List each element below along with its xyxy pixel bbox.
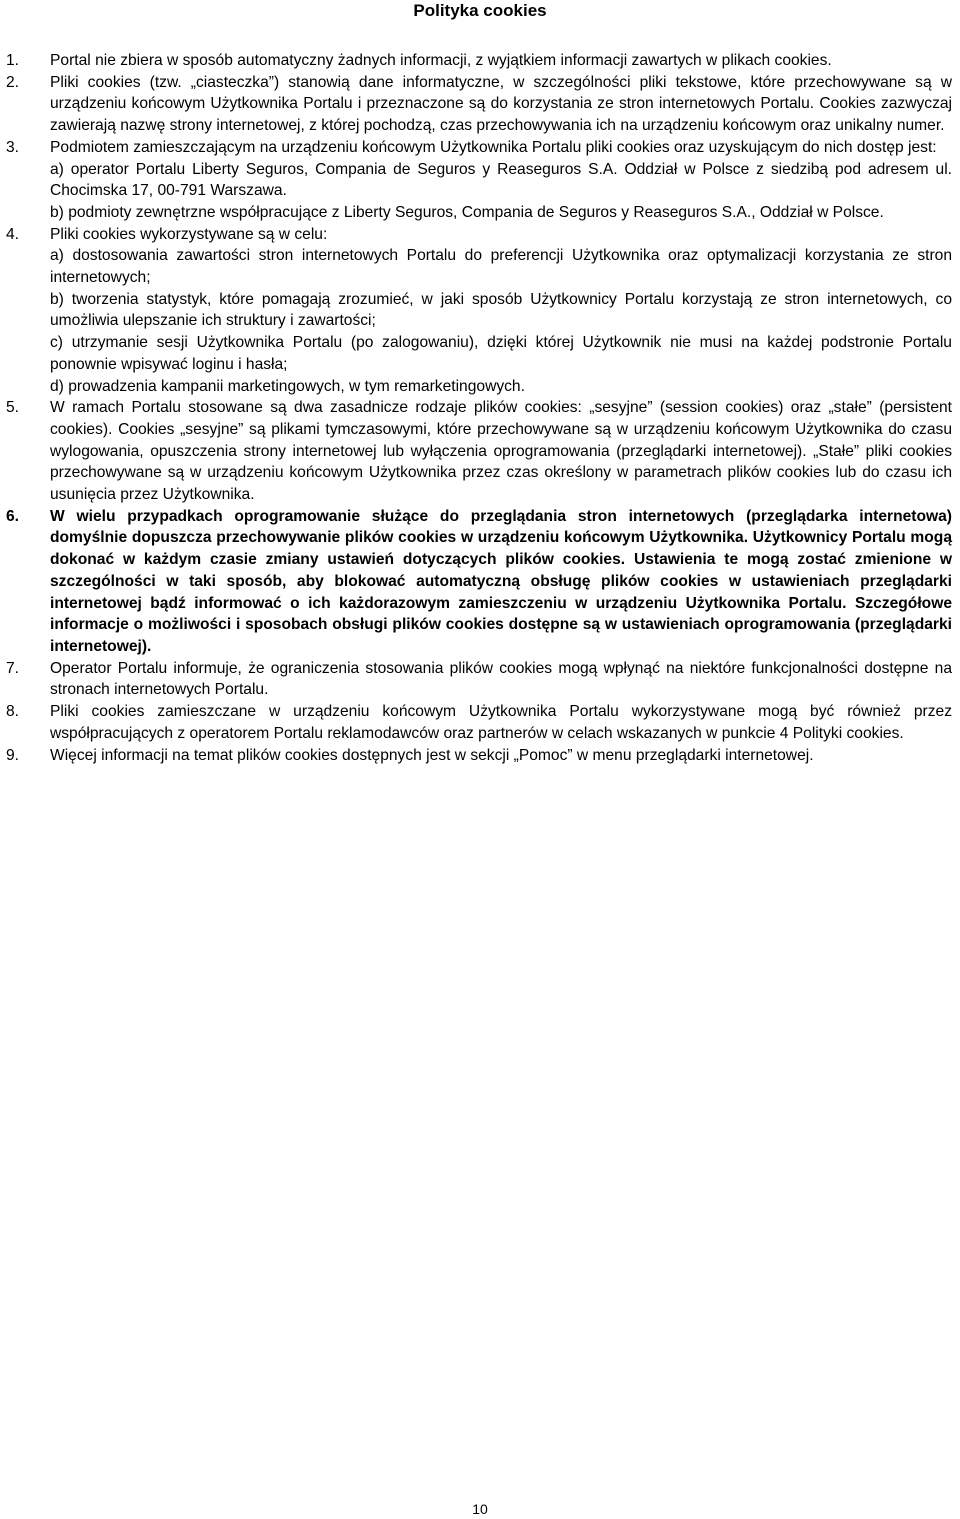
list-item-number: 4. <box>6 225 20 243</box>
list-item-paragraph: Pliki cookies wykorzystywane są w celu: <box>50 225 328 243</box>
list-item <box>0 397 960 506</box>
list-item-number: 7. <box>6 659 20 677</box>
list-item-paragraph: Pliki cookies zamieszczane w urządzeniu końcowym Użytkownika Portalu wykorzystywane mogą być również przez współpracujących z operatorem Portalu reklamodawców oraz partnerów w celach wskazanych w punkcie 4 Polityki cookies. <box>50 703 952 742</box>
list-item-paragraph: W wielu przypadkach oprogramowanie służące do przeglądania stron internetowych (przeglądarka internetowa) domyślnie dopuszcza przechowywanie plików cookies w urządzeniu końcowym Użytkownika. Użytkownicy Portalu mogą dokonać w każdym czasie zmiany ustawień dotyczących plików cookies. Ustawienia te mogą zostać zmienione w szczególności w taki sposób, aby blokować automatyczną obsługę plików cookies w ustawieniach przeglądarki internetowej bądź informować o ich każdorazowym zamieszczeniu w urządzeniu Użytkownika Portalu. Szczegółowe informacje o możliwości i sposobach obsługi plików cookies dostępne są w ustawieniach oprogramowania (przeglądarki internetowej). <box>50 507 952 655</box>
list-item-paragraph: Więcej informacji na temat plików cookies dostępnych jest w sekcji „Pomoc” w menu przeglądarki internetowej. <box>50 746 814 764</box>
list-item <box>0 72 960 137</box>
list-item-number: 3. <box>6 138 20 156</box>
list-item-paragraph: a) operator Portalu Liberty Seguros, Compania de Seguros y Reaseguros S.A. Oddział w Polsce z siedzibą pod adresem ul. Chocimska 17, 00-791 Warszawa. <box>50 160 952 200</box>
policy-list <box>0 50 960 766</box>
list-item-paragraph: b) tworzenia statystyk, które pomagają zrozumieć, w jaki sposób Użytkownicy Portalu korzystają ze stron internetowych, co umożliwia ulepszanie ich struktury i zawartości; <box>50 290 952 330</box>
list-item <box>0 658 960 701</box>
list-item-paragraph: Pliki cookies (tzw. „ciasteczka”) stanowią dane informatyczne, w szczególności pliki tekstowe, które przechowywane są w urządzeniu końcowym Użytkownika Portalu i przeznaczone są do korzystania ze stron internetowych Portalu. Cookies zazwyczaj zawierają nazwę strony internetowej, z której pochodzą, czas przechowywania ich na urządzeniu końcowym oraz unikalny numer. <box>50 73 952 135</box>
list-item-paragraph: d) prowadzenia kampanii marketingowych, w tym remarketingowych. <box>50 377 525 395</box>
list-item-number: 8. <box>6 703 20 721</box>
list-item <box>0 506 960 658</box>
list-item-paragraph: c) utrzymanie sesji Użytkownika Portalu (po zalogowaniu), dzięki której Użytkownik nie musi na każdej podstronie Portalu ponownie wpisywać loginu i hasła; <box>50 334 952 373</box>
list-item-paragraph: a) dostosowania zawartości stron internetowych Portalu do preferencji Użytkownika oraz optymalizacji korzystania ze stron internetowych; <box>50 247 952 287</box>
list-item <box>0 745 960 767</box>
list-item <box>0 50 960 72</box>
list-item-number: 6. <box>6 507 20 525</box>
list-item-number: 9. <box>6 746 20 764</box>
list-item-paragraph: W ramach Portalu stosowane są dwa zasadnicze rodzaje plików cookies: „sesyjne” (session cookies) oraz „stałe” (persistent cookies). Cookies „sesyjne” są plikami tymczasowymi, które przechowywane są w urządzeniu końcowym Użytkownika do czasu wylogowania, opuszczenia strony internetowej lub wyłączenia oprogramowania (przeglądarki internetowej). „Stałe” pliki cookies przechowywane są w urządzeniu końcowym Użytkownika przez czas określony w parametrach plików cookies lub do czasu ich usunięcia przez Użytkownika. <box>50 399 952 504</box>
list-item-number: 2. <box>6 73 20 91</box>
list-item-paragraph: b) podmioty zewnętrzne współpracujące z Liberty Seguros, Compania de Seguros y Reaseguros S.A., Oddział w Polsce. <box>50 203 884 221</box>
page-number: 10 <box>472 1501 488 1517</box>
list-item-paragraph: Portal nie zbiera w sposób automatyczny żadnych informacji, z wyjątkiem informacji zawartych w plikach cookies. <box>50 52 832 69</box>
list-item <box>0 701 960 744</box>
list-item-number: 5. <box>6 399 20 417</box>
page-title: Polityka cookies <box>413 1 547 20</box>
list-item-paragraph: Operator Portalu informuje, że ograniczenia stosowania plików cookies mogą wpłynąć na niektóre funkcjonalności dostępne na stronach internetowych Portalu. <box>50 659 952 699</box>
list-item <box>0 137 960 224</box>
list-item-paragraph: Podmiotem zamieszczającym na urządzeniu końcowym Użytkownika Portalu pliki cookies oraz uzyskującym do nich dostęp jest: <box>50 138 937 156</box>
list-item-number: 1. <box>6 52 20 69</box>
list-item <box>0 224 960 398</box>
